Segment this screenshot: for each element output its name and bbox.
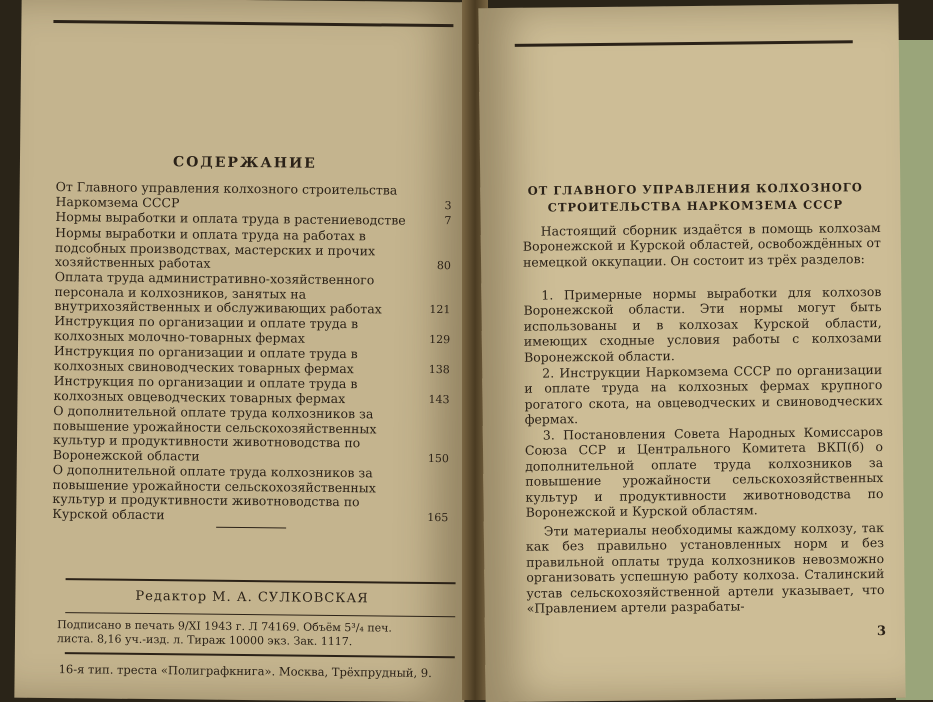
toc-entry-text: О дополнительной оплате труда колхозников за повышение урожайности сельскохозяйственных культур и продуктивности животноводства по Воронежской области [52,403,377,464]
paragraph-text: Настоящий сборник издаётся в помощь колхозам Воронежской и Курской областей, освобождённых от немецкой оккупации. Он состоит из трёх разделов: [522,220,881,270]
imprint-rule-top [66,578,456,584]
editor-credit: Редактор М. А. СУЛКОВСКАЯ [135,588,369,607]
toc-entry-page: 7 [444,214,452,228]
toc-entry [55,180,451,213]
toc-entry-page: 143 [428,392,450,406]
toc-entry-page: 150 [427,451,449,465]
toc-entry-text: Оплата труда административно-хозяйственного персонала и колхозников, занятых на внутрихозяйственных и обслуживающих работах [54,269,382,317]
paragraph-text: 3. Постановления Совета Народных Комиссаров Союза ССР и Центрального Комитета ВКП(б) о дополнительной оплате труда колхозников за повышение урожайности сельскохозяйственных культур и продуктивности животноводства по Воронежской и Курской областям. [524,424,884,520]
toc-entry [52,463,449,525]
imprint-line-2: листа. 8,16 уч.-изд. л. Тираж 10000 экз. Зак. 1117. [56,632,353,649]
paragraph [526,520,885,616]
top-rule-right [515,40,853,47]
left-page [14,0,471,702]
imprint-line-1: Подписано в печать 9/XI 1943 г. Л 74169. Объём 5³/₄ печ. [57,618,393,635]
toc-title: СОДЕРЖАНИЕ [172,154,317,172]
right-page [478,4,905,702]
toc-entry [53,374,449,407]
imprint-rule-mid [65,612,455,617]
paragraph [523,220,881,270]
toc-entry-page: 121 [429,302,451,317]
toc-entry-page: 129 [429,332,451,346]
printer-line: 16-я тип. треста «Полиграфкнига». Москва, Трёхпрудный, 9. [58,662,432,680]
paragraph-text: 1. Примерные нормы выработки для колхозов Воронежской области. Эти нормы могут быть использованы и в колхозах Курской области, имеющих сходные условия работы с колхозами Воронежской области. [523,284,882,365]
toc-entry-text: Нормы выработки и оплата труда на работах в подсобных производствах, мастерских и прочих хозяйственных работах [54,225,376,271]
paragraph [525,424,884,520]
toc-entry-text: Инструкция по организации и оплате труда в колхозных свиноводческих товарных фермах [53,343,358,376]
toc-entry-page: 80 [436,259,451,273]
end-divider [216,527,286,529]
toc-entry-text: Инструкция по организации и оплате труда в колхозных молочно-товарных фермах [54,313,359,346]
page-number: 3 [876,623,887,640]
toc-entry [54,314,450,347]
paragraph [524,362,883,427]
toc-entry-page: 138 [428,362,450,376]
toc-entry [53,404,450,466]
top-rule-left [53,20,453,27]
toc-entry-text: От Главного управления колхозного строительства Наркомзема СССР [55,179,398,210]
toc-entry-text: Нормы выработки и оплата труда в растениеводстве [55,209,406,228]
toc-entry-text: Инструкция по организации и оплате труда в колхозных овцеводческих товарных фермах [53,373,358,406]
section-title-line-2: СТРОИТЕЛЬСТВА НАРКОМЗЕМА СССР [547,197,844,215]
toc-entry-page: 3 [444,198,452,212]
toc-entry [54,270,450,318]
toc-entry-text: О дополнительной оплате труда колхозников за повышение урожайности сельскохозяйственных культур и продуктивности животноводства по Курской области [52,462,376,522]
toc-entry-page: 165 [427,510,449,524]
imprint-rule-bottom [65,652,455,658]
toc-entry [54,344,450,377]
paragraph [523,284,882,365]
paragraph-text: Эти материалы необходимы каждому колхозу, так как без правильно установленных норм и без правильной оплаты труда колхозников невозможно организовать успешную работу колхоза. Сталинский устав сельскохозяйственной артели указывает, что «Правлением артели разрабаты- [525,520,885,616]
section-title-line-1: ОТ ГЛАВНОГО УПРАВЛЕНИЯ КОЛХОЗНОГО [527,180,863,198]
toc-entry [55,226,451,274]
paragraph-text: 2. Инструкции Наркомзема СССР по организации и оплате труда на колхозных фермах крупного рогатого скота, на овцеводческих и свиноводческих фермах. [524,362,883,427]
